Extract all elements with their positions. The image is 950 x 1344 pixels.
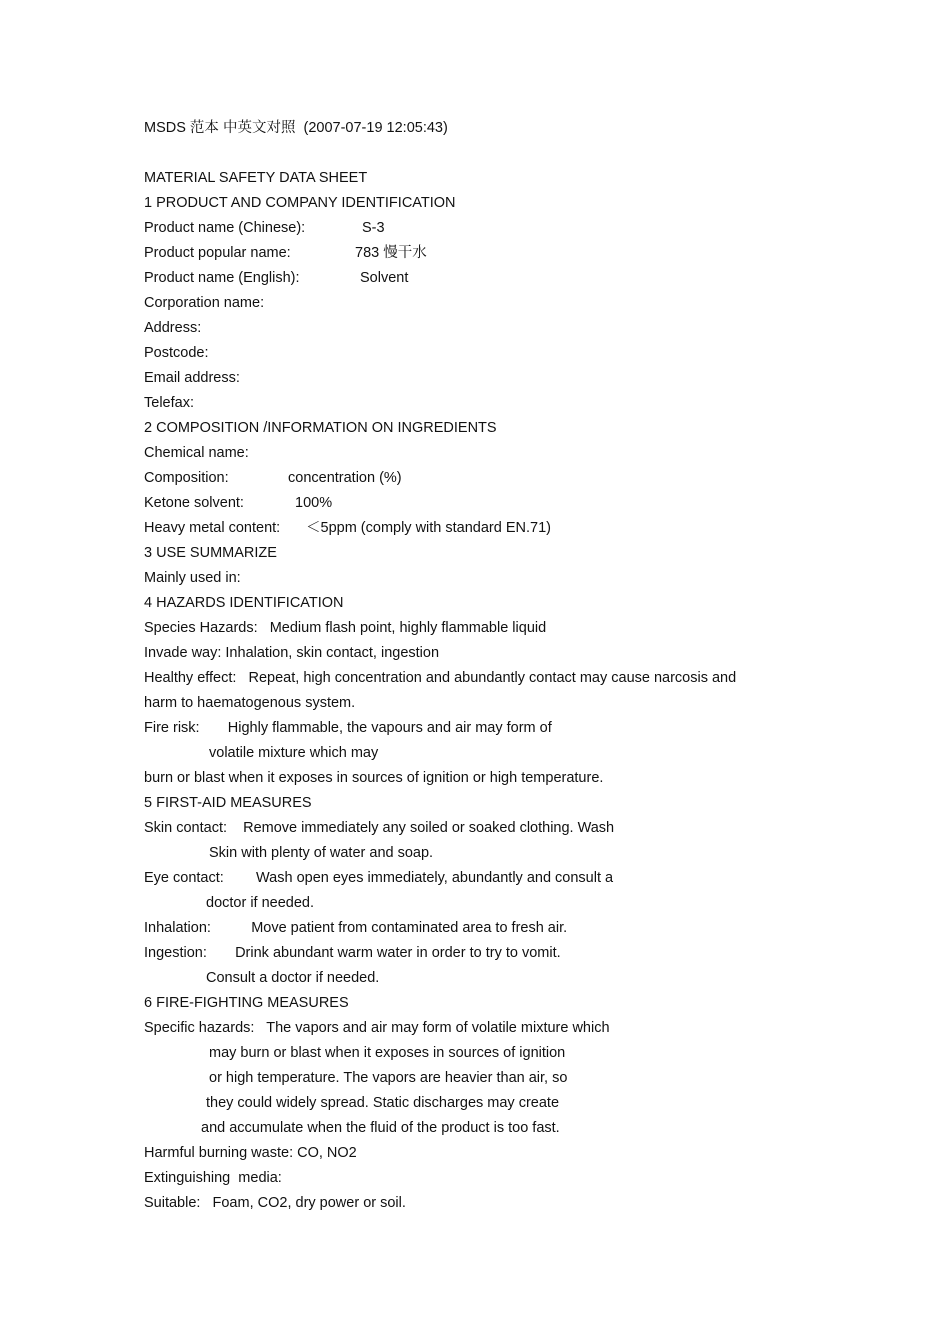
popular-name-label: Product popular name: <box>144 245 291 261</box>
product-name-cn-row <box>144 216 844 241</box>
fire-risk-line-1: Fire risk: Highly flammable, the vapours and air may form of <box>144 720 552 736</box>
extinguishing-media-line: Extinguishing media: <box>144 1170 282 1186</box>
ketone-value: 100% <box>295 495 333 511</box>
product-name-en-value: Solvent <box>360 270 409 286</box>
eye-contact-line-1: Eye contact: Wash open eyes immediately, abundantly and consult a <box>144 870 614 886</box>
harmful-waste-line: Harmful burning waste: CO, NO2 <box>144 1145 357 1161</box>
skin-contact-line-1: Skin contact: Remove immediately any soiled or soaked clothing. Wash <box>144 820 615 836</box>
section-3-heading: 3 USE SUMMARIZE <box>144 545 277 561</box>
eye-contact-line-2: doctor if needed. <box>206 895 315 911</box>
chemical-name-label: Chemical name: <box>144 445 249 461</box>
postcode-label: Postcode: <box>144 345 209 361</box>
document-title: MSDS 范本 中英文对照 (2007-07-19 12:05:43) <box>144 120 448 136</box>
telefax-label: Telefax: <box>144 395 194 411</box>
section-1-heading: 1 PRODUCT AND COMPANY IDENTIFICATION <box>144 195 456 211</box>
skin-contact-line-2: Skin with plenty of water and soap. <box>209 845 434 861</box>
section-2-heading: 2 COMPOSITION /INFORMATION ON INGREDIENTS <box>144 420 497 436</box>
specific-hazards-line-2: may burn or blast when it exposes in sources of ignition <box>209 1045 566 1061</box>
invade-way-line: Invade way: Inhalation, skin contact, ingestion <box>144 645 440 661</box>
ingestion-line-2: Consult a doctor if needed. <box>206 970 380 986</box>
specific-hazards-line-4: they could widely spread. Static discharges may create <box>206 1095 560 1111</box>
sheet-title: MATERIAL SAFETY DATA SHEET <box>144 170 368 186</box>
ketone-label: Ketone solvent: <box>144 495 244 511</box>
composition-value: concentration (%) <box>288 470 402 486</box>
composition-row <box>144 466 844 491</box>
document-page <box>144 116 844 1216</box>
section-6-heading: 6 FIRE-FIGHTING MEASURES <box>144 995 349 1011</box>
fire-risk-line-3: burn or blast when it exposes in sources of ignition or high temperature. <box>144 770 604 786</box>
fire-risk-line-2: volatile mixture which may <box>209 745 379 761</box>
corporation-label: Corporation name: <box>144 295 265 311</box>
heavy-metal-value: ＜5ppm (comply with standard EN.71) <box>306 520 551 536</box>
suitable-media-line: Suitable: Foam, CO2, dry power or soil. <box>144 1195 406 1211</box>
ingestion-line-1: Ingestion: Drink abundant warm water in order to try to vomit. <box>144 945 561 961</box>
blank-line <box>144 141 844 166</box>
product-name-en-row <box>144 266 844 291</box>
specific-hazards-line-5: and accumulate when the fluid of the product is too fast. <box>201 1120 560 1136</box>
ketone-row <box>144 491 844 516</box>
product-name-cn-label: Product name (Chinese): <box>144 220 306 236</box>
species-hazards-line: Species Hazards: Medium flash point, highly flammable liquid <box>144 620 547 636</box>
heavy-metal-label: Heavy metal content: <box>144 520 281 536</box>
product-name-en-label: Product name (English): <box>144 270 300 286</box>
heavy-metal-row <box>144 516 844 541</box>
composition-label: Composition: <box>144 470 229 486</box>
address-label: Address: <box>144 320 202 336</box>
specific-hazards-line-3: or high temperature. The vapors are heavier than air, so <box>209 1070 568 1086</box>
mainly-used-label: Mainly used in: <box>144 570 241 586</box>
popular-name-row <box>144 241 844 266</box>
email-label: Email address: <box>144 370 240 386</box>
popular-name-value: 783 慢干水 <box>355 245 427 261</box>
specific-hazards-line-1: Specific hazards: The vapors and air may form of volatile mixture which <box>144 1020 610 1036</box>
inhalation-line: Inhalation: Move patient from contaminated area to fresh air. <box>144 920 568 936</box>
healthy-effect-line-1: Healthy effect: Repeat, high concentration and abundantly contact may cause narcosis and <box>144 670 737 686</box>
section-5-heading: 5 FIRST-AID MEASURES <box>144 795 312 811</box>
healthy-effect-line-2: harm to haematogenous system. <box>144 695 356 711</box>
product-name-cn-value: S-3 <box>362 220 385 236</box>
section-4-heading: 4 HAZARDS IDENTIFICATION <box>144 595 344 611</box>
